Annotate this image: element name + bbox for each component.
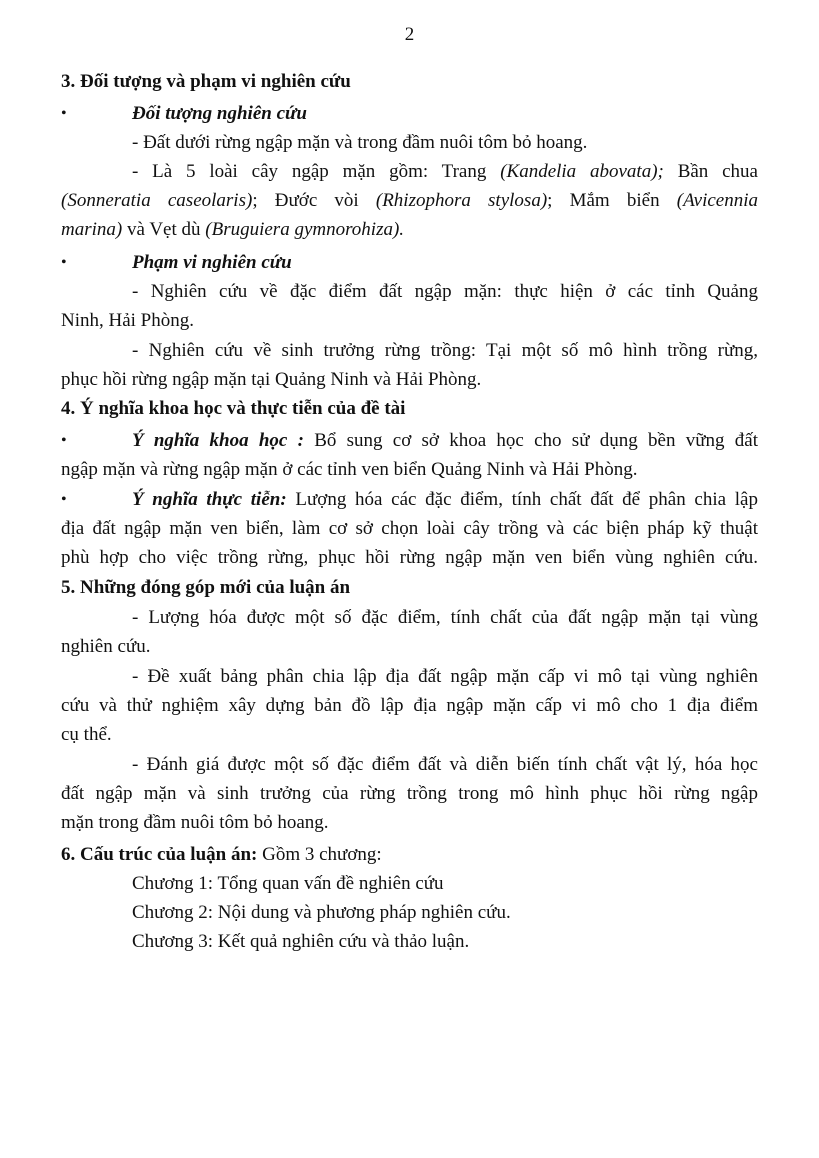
science-line-1 [132, 429, 758, 453]
contribution-2-line-1: - Đề xuất bảng phân chia lập địa đất ngập mặn cấp vi mô tại vùng nghiên [132, 666, 758, 687]
bullet-icon: • [61, 105, 67, 122]
contribution-3-line-1: - Đánh giá được một số đặc điểm đất và diễn biến tính chất vật lý, hóa học [132, 754, 758, 775]
text-run: ; Mắm biển [547, 190, 677, 211]
object-title: Đối tượng nghiên cứu [132, 103, 307, 124]
chapter-item-3: Chương 3: Kết quả nghiên cứu và thảo luận. [132, 931, 470, 952]
species-avicennia: (Avicennia [676, 190, 758, 211]
scope-line-4: phục hồi rừng ngập mặn tại Quảng Ninh và Hải Phòng. [61, 369, 482, 390]
text-run: - Là 5 loài cây ngập mặn gồm: Trang [132, 161, 501, 182]
text-run: ; Đước vòi [252, 190, 376, 211]
species-sonneratia: (Sonneratia caseolaris) [61, 190, 253, 211]
text-run: và Vẹt dù [122, 219, 206, 240]
practice-line-2: địa đất ngập mặn ven biển, làm cơ sở chọn loài cây trồng và các biện pháp kỹ thuật [61, 518, 758, 539]
section-6-heading [61, 843, 758, 867]
page-number: 2 [404, 24, 415, 45]
practice-line-3: phù hợp cho việc trồng rừng, phục hồi rừng ngập mặn ven biển vùng nghiên cứu. [61, 547, 758, 568]
contribution-3-line-3: mặn trong đầm nuôi tôm bỏ hoang. [61, 812, 329, 833]
practice-title: Ý nghĩa thực tiễn: [132, 489, 287, 510]
section-6-heading-bold: 6. Cấu trúc của luận án: [61, 844, 258, 865]
contribution-2-line-3: cụ thể. [61, 724, 112, 745]
scope-title: Phạm vi nghiên cứu [132, 252, 292, 273]
species-avicennia-cont: marina) [61, 219, 123, 240]
contribution-1-line-1: - Lượng hóa được một số đặc điểm, tính chất của đất ngập mặn tại vùng [132, 607, 758, 628]
science-line-2: ngập mặn và rừng ngập mặn ở các tỉnh ven biển Quảng Ninh và Hải Phòng. [61, 459, 638, 480]
species-kandelia: (Kandelia abovata); [500, 161, 664, 182]
practice-line-1 [132, 488, 758, 512]
species-rhizophora: (Rhizophora stylosa) [375, 190, 548, 211]
object-line-3 [61, 189, 758, 213]
section-6-heading-rest: Gồm 3 chương: [257, 844, 382, 865]
object-line-1: - Đất dưới rừng ngập mặn và trong đầm nuôi tôm bỏ hoang. [132, 132, 588, 153]
chapter-item-2: Chương 2: Nội dung và phương pháp nghiên cứu. [132, 902, 511, 923]
text-run: Bần chua [663, 161, 758, 182]
science-title: Ý nghĩa khoa học : [132, 430, 304, 451]
scope-line-2: Ninh, Hải Phòng. [61, 310, 194, 331]
object-line-2 [132, 160, 758, 184]
section-4-heading: 4. Ý nghĩa khoa học và thực tiễn của đề tài [61, 398, 406, 419]
contribution-1-line-2: nghiên cứu. [61, 636, 151, 657]
contribution-3-line-2: đất ngập mặn và sinh trưởng của rừng trồng trong mô hình phục hồi rừng ngập [61, 783, 758, 804]
object-line-4 [61, 218, 758, 242]
text-run: Lượng hóa các đặc điểm, tính chất đất để phân chia lập [286, 489, 758, 510]
chapter-item-1: Chương 1: Tổng quan vấn đề nghiên cứu [132, 873, 444, 894]
bullet-icon: • [61, 432, 67, 449]
scope-line-3: - Nghiên cứu về sinh trưởng rừng trồng: Tại một số mô hình trồng rừng, [132, 340, 758, 361]
scope-line-1: - Nghiên cứu về đặc điểm đất ngập mặn: thực hiện ở các tỉnh Quảng [132, 281, 758, 302]
species-bruguiera: (Bruguiera gymnorohiza). [205, 219, 405, 240]
bullet-icon: • [61, 491, 67, 508]
contribution-2-line-2: cứu và thử nghiệm xây dựng bản đồ lập địa ngập mặn cấp vi mô cho 1 địa điểm [61, 695, 758, 716]
section-3-heading: 3. Đối tượng và phạm vi nghiên cứu [61, 71, 351, 92]
section-5-heading: 5. Những đóng góp mới của luận án [61, 577, 351, 598]
text-run: Bổ sung cơ sở khoa học cho sử dụng bền vững đất [303, 430, 758, 451]
bullet-icon: • [61, 254, 67, 271]
